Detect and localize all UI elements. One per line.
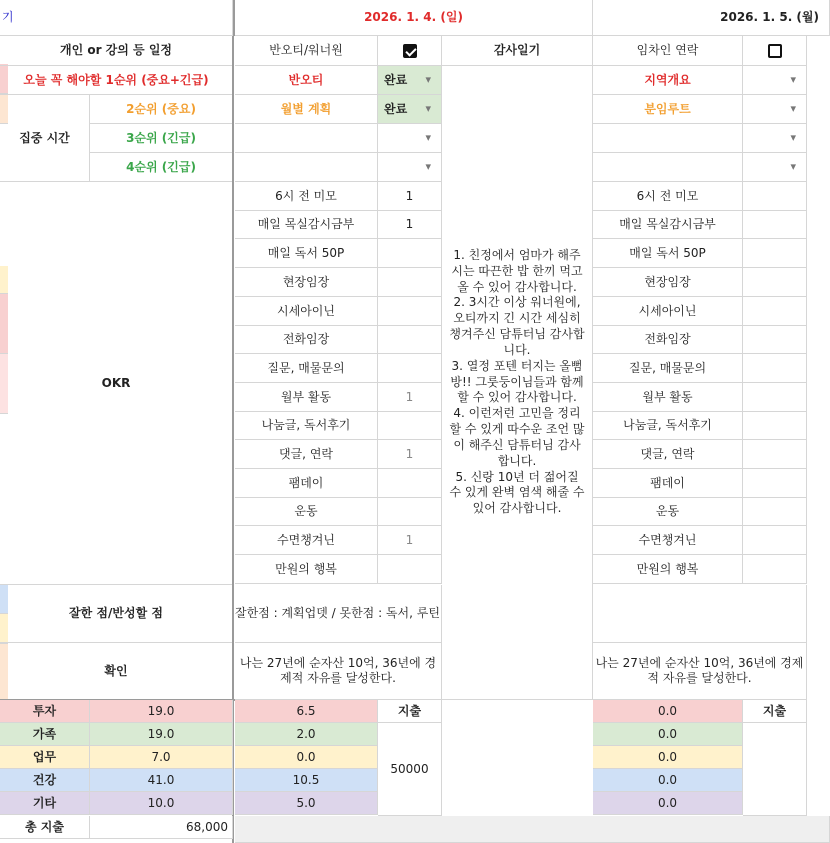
checkbox-checked[interactable] — [403, 44, 417, 58]
okr-label: OKR — [0, 182, 233, 585]
confirm-label: 확인 — [0, 643, 233, 700]
day2-task-4[interactable] — [593, 153, 743, 182]
day1-expense[interactable]: 6.5 — [235, 700, 378, 723]
day2-habit-name[interactable]: 수면챙겨닌 — [593, 526, 743, 555]
schedule-header: 개인 or 강의 등 일정 — [0, 36, 233, 66]
day2-habit-value[interactable] — [743, 412, 807, 440]
day1-header-label: 반오티/워너원 — [235, 36, 378, 66]
day1-habit-name[interactable]: 나눔글, 독서후기 — [235, 412, 378, 440]
day2-habit-value[interactable] — [743, 498, 807, 526]
day2-habit-name[interactable]: 만원의 행복 — [593, 555, 743, 584]
total-label: 총 지출 — [0, 816, 90, 839]
day2-header-label: 임차인 연락 — [593, 36, 743, 66]
day1-habit-name[interactable]: 수면챙겨닌 — [235, 526, 378, 555]
day2-expense[interactable]: 0.0 — [593, 746, 743, 769]
day2-review[interactable] — [593, 585, 807, 643]
day1-confirm[interactable]: 나는 27년에 순자산 10억, 36년에 경제적 자유를 달성한다. — [235, 643, 442, 700]
day1-habit-name[interactable]: 6시 전 미모 — [235, 182, 378, 211]
review-label: 잘한 점/반성할 점 — [0, 585, 233, 643]
day2-habit-name[interactable]: 매일 목실감시금부 — [593, 211, 743, 239]
day1-habit-name[interactable]: 질문, 매물문의 — [235, 354, 378, 383]
budget-category[interactable]: 업무 — [0, 746, 90, 769]
priority4-label: 4순위 (긴급) — [90, 153, 233, 182]
day1-habit-value[interactable]: 1 — [378, 383, 442, 412]
budget-category[interactable]: 건강 — [0, 769, 90, 792]
budget-category[interactable]: 기타 — [0, 792, 90, 815]
day2-expense[interactable]: 0.0 — [593, 700, 743, 723]
day2-habit-value[interactable] — [743, 555, 807, 584]
day1-habit-name[interactable]: 전화임장 — [235, 326, 378, 354]
day2-habit-name[interactable]: 전화임장 — [593, 326, 743, 354]
day2-habit-value[interactable] — [743, 469, 807, 498]
day2-habit-value[interactable] — [743, 239, 807, 268]
day2-habit-value[interactable] — [743, 268, 807, 297]
budget-value[interactable]: 19.0 — [90, 723, 233, 746]
budget-value[interactable]: 19.0 — [90, 700, 233, 723]
budget-value[interactable]: 10.0 — [90, 792, 233, 815]
budget-value[interactable]: 41.0 — [90, 769, 233, 792]
day1-habit-name[interactable]: 현장임장 — [235, 268, 378, 297]
day2-habit-name[interactable]: 월부 활동 — [593, 383, 743, 412]
day2-spend-value[interactable] — [743, 723, 807, 816]
status-value: 완료 — [384, 72, 408, 87]
day2-expense[interactable]: 0.0 — [593, 769, 743, 792]
budget-value[interactable]: 7.0 — [90, 746, 233, 769]
total-row-fill — [235, 816, 830, 843]
day2-habit-value[interactable] — [743, 383, 807, 412]
day2-task-3[interactable] — [593, 124, 743, 153]
day2-habit-value[interactable] — [743, 526, 807, 555]
day2-task-1[interactable]: 지역개요 — [593, 66, 743, 95]
day1-habit-name[interactable]: 시세아이닌 — [235, 297, 378, 326]
day2-checkbox-cell[interactable] — [743, 36, 807, 66]
gratitude-text: 1. 친정에서 엄마가 해주시는 따끈한 밥 한끼 먹고 올 수 있어 감사합니다. 2. 3시간 이상 워너원에, 오티까지 긴 시간 세심히 챙겨주신 담튜터님 감사합니다. 3. 열정 포텐 터지는 올뻠방!! 그룻둥이님들과 함께 할 수 있어 감사합니다. 4. 이런저런 고민을 정리할 수 있게 따수운 조언 많이 해주신 담튜터님 감사합니다. 5. 신랑 10년 더 젊어질 수 있게 완벽 염색 해줄 수 있어 감사합니다. — [449, 247, 585, 516]
day2-habit-value[interactable] — [743, 326, 807, 354]
day2-expense[interactable]: 0.0 — [593, 723, 743, 746]
day2-habit-name[interactable]: 댓글, 연락 — [593, 440, 743, 469]
day2-habit-value[interactable] — [743, 440, 807, 469]
day2-task-4-status-dropdown[interactable] — [743, 153, 807, 182]
day1-task-4-status-dropdown[interactable] — [378, 153, 442, 182]
day1-expense[interactable]: 2.0 — [235, 723, 378, 746]
day2-habit-name[interactable]: 팸데이 — [593, 469, 743, 498]
day2-expense[interactable]: 0.0 — [593, 792, 743, 815]
day1-expense[interactable]: 5.0 — [235, 792, 378, 815]
day2-habit-value[interactable] — [743, 354, 807, 383]
header-left-fragment: 기 — [2, 10, 14, 24]
day1-task-3[interactable] — [235, 124, 378, 153]
day1-habit-value[interactable] — [378, 354, 442, 383]
day1-habit-value[interactable] — [378, 297, 442, 326]
day1-habit-value[interactable] — [378, 326, 442, 354]
day1-habit-name[interactable]: 팸데이 — [235, 469, 378, 498]
day1-task-2[interactable]: 월별 계획 — [235, 95, 378, 124]
date-day1[interactable]: 2026. 1. 4. (일) — [235, 0, 593, 36]
checkbox-unchecked[interactable] — [768, 44, 782, 58]
priority2-label: 2순위 (중요) — [90, 95, 233, 124]
day1-expense[interactable]: 0.0 — [235, 746, 378, 769]
day2-task-2-status-dropdown[interactable] — [743, 95, 807, 124]
day1-habit-value[interactable] — [378, 239, 442, 268]
day1-task-1-status-dropdown[interactable] — [378, 66, 442, 95]
day1-task-3-status-dropdown[interactable] — [378, 124, 442, 153]
day2-habit-value[interactable] — [743, 297, 807, 326]
day2-task-1-status-dropdown[interactable] — [743, 66, 807, 95]
day1-habit-value[interactable] — [378, 268, 442, 297]
day2-habit-value[interactable] — [743, 211, 807, 239]
day1-checkbox-cell[interactable] — [378, 36, 442, 66]
day2-task-2[interactable]: 분임루트 — [593, 95, 743, 124]
day1-habit-name[interactable]: 월부 활동 — [235, 383, 378, 412]
day2-habit-name[interactable]: 매일 독서 50P — [593, 239, 743, 268]
day2-habit-name[interactable]: 6시 전 미모 — [593, 182, 743, 211]
day2-habit-name[interactable]: 나눔글, 독서후기 — [593, 412, 743, 440]
day1-habit-value[interactable]: 1 — [378, 526, 442, 555]
day1-habit-value[interactable] — [378, 555, 442, 584]
day1-task-1[interactable]: 반오티 — [235, 66, 378, 95]
day1-habit-value[interactable] — [378, 469, 442, 498]
day2-habit-name[interactable]: 시세아이닌 — [593, 297, 743, 326]
day1-habit-value[interactable]: 1 — [378, 182, 442, 211]
day1-task-4[interactable] — [235, 153, 378, 182]
gratitude-header: 감사일기 — [442, 36, 593, 66]
day1-habit-value[interactable]: 1 — [378, 211, 442, 239]
day1-habit-value[interactable]: 1 — [378, 440, 442, 469]
day1-habit-name[interactable]: 매일 목실감시금부 — [235, 211, 378, 239]
focus-time-label: 집중 시간 — [0, 95, 90, 182]
day2-habit-value[interactable] — [743, 182, 807, 211]
day1-spend-value[interactable]: 50000 — [378, 723, 442, 816]
day1-habit-value[interactable] — [378, 412, 442, 440]
day1-review[interactable]: 잘한점 : 계획업뎃 / 못한점 : 독서, 루틴 — [235, 585, 442, 643]
budget-category[interactable]: 투자 — [0, 700, 90, 723]
status-value: 완료 — [384, 101, 408, 116]
priority3-label: 3순위 (긴급) — [90, 124, 233, 153]
priority1-label: 오늘 꼭 해야할 1순위 (중요+긴급) — [0, 66, 233, 95]
total-value[interactable]: 68,000 — [90, 816, 233, 839]
day1-habit-name[interactable]: 운동 — [235, 498, 378, 526]
gratitude-journal[interactable] — [442, 66, 593, 700]
day2-spend-label: 지출 — [743, 700, 807, 723]
day1-spend-label: 지출 — [378, 700, 442, 723]
day2-habit-name[interactable]: 운동 — [593, 498, 743, 526]
day2-habit-name[interactable]: 질문, 매물문의 — [593, 354, 743, 383]
day1-habit-name[interactable]: 만원의 행복 — [235, 555, 378, 584]
budget-category[interactable]: 가족 — [0, 723, 90, 746]
day2-task-3-status-dropdown[interactable] — [743, 124, 807, 153]
header-left-cell[interactable] — [0, 0, 233, 36]
day1-habit-name[interactable]: 매일 독서 50P — [235, 239, 378, 268]
day1-task-2-status-dropdown[interactable] — [378, 95, 442, 124]
day1-expense[interactable]: 10.5 — [235, 769, 378, 792]
date-day2[interactable]: 2026. 1. 5. (월) — [593, 0, 830, 36]
day2-habit-name[interactable]: 현장임장 — [593, 268, 743, 297]
day1-habit-name[interactable]: 댓글, 연락 — [235, 440, 378, 469]
day2-confirm[interactable]: 나는 27년에 순자산 10억, 36년에 경제적 자유를 달성한다. — [593, 643, 807, 700]
day1-habit-value[interactable] — [378, 498, 442, 526]
